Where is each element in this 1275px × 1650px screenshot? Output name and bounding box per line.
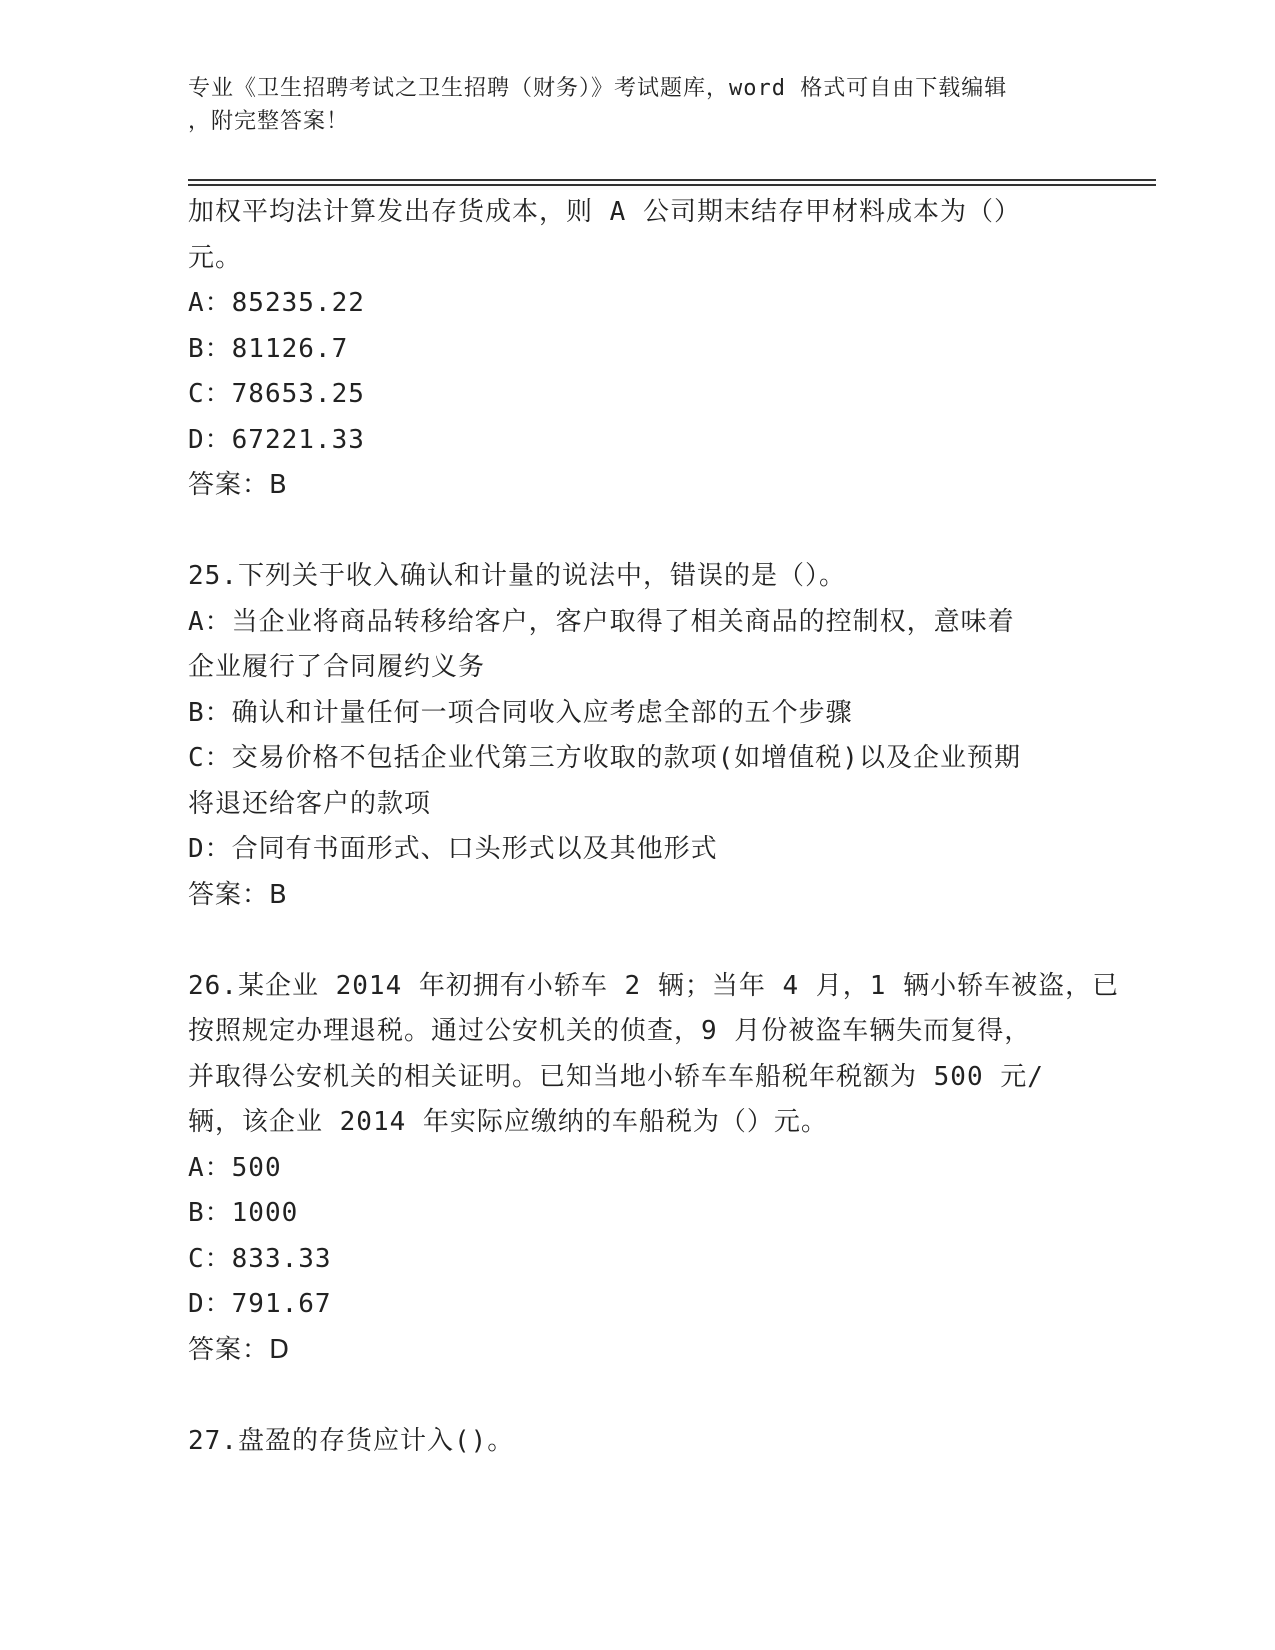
option-a-continued: 企业履行了合同履约义务 xyxy=(188,652,486,682)
option-b: B：81126.7 xyxy=(188,333,349,364)
option-c-continued: 将退还给客户的款项 xyxy=(188,788,432,819)
question-27 xyxy=(188,1419,1088,1465)
option-d: D：合同有书面形式、口头形式以及其他形式 xyxy=(188,834,718,864)
option-a: A：当企业将商品转移给客户，客户取得了相关商品的控制权，意味着 xyxy=(188,606,1015,637)
document-header xyxy=(188,72,1088,138)
question-26 xyxy=(188,964,1120,1374)
header-divider-top xyxy=(188,179,1156,181)
header-line-2: ，附完整答案！ xyxy=(188,109,350,134)
spacer xyxy=(188,509,1088,555)
option-a: A：500 xyxy=(188,1152,282,1183)
option-a: A：85235.22 xyxy=(188,288,365,318)
question-stem-line: 26.某企业 2014 年初拥有小轿车 2 辆；当年 4 月，1 辆小轿车被盗，已 xyxy=(188,970,1120,1001)
header-line-1: 专业《卫生招聘考试之卫生招聘（财务）》考试题库，word 格式可自由下载编辑 xyxy=(188,76,1008,101)
question-stem-line: 按照规定办理退税。通过公安机关的侦查，9 月份被盗车辆失而复得， xyxy=(188,1016,1032,1046)
option-d: D：791.67 xyxy=(188,1289,332,1319)
option-b: B：确认和计量任何一项合同收入应考虑全部的五个步骤 xyxy=(188,697,853,728)
spacer xyxy=(188,1373,1088,1419)
answer-line: 答案：D xyxy=(188,1334,291,1365)
option-b: B：1000 xyxy=(188,1198,299,1228)
question-content xyxy=(188,190,1120,1464)
option-d: D：67221.33 xyxy=(188,424,365,455)
question-stem-line: 加权平均法计算发出存货成本，则 A 公司期末结存甲材料成本为（） xyxy=(188,197,1021,227)
question-stem-line: 元。 xyxy=(188,242,243,273)
answer-line: 答案：B xyxy=(188,470,288,500)
question-stem-line: 27.盘盈的存货应计入()。 xyxy=(188,1425,515,1456)
option-c: C：78653.25 xyxy=(188,379,365,409)
question-stem-line: 并取得公安机关的相关证明。已知当地小轿车车船税年税额为 500 元/ xyxy=(188,1061,1044,1092)
question-stem-line: 25.下列关于收入确认和计量的说法中，错误的是（）。 xyxy=(188,561,846,591)
question-24 xyxy=(188,190,1088,509)
answer-line: 答案：B xyxy=(188,879,288,910)
option-c: C：833.33 xyxy=(188,1243,332,1274)
spacer xyxy=(188,918,1088,964)
question-25 xyxy=(188,554,1088,918)
header-divider-bottom xyxy=(188,184,1156,186)
question-stem-line: 辆，该企业 2014 年实际应缴纳的车船税为（）元。 xyxy=(188,1107,828,1137)
option-c: C：交易价格不包括企业代第三方收取的款项(如增值税)以及企业预期 xyxy=(188,743,1021,773)
